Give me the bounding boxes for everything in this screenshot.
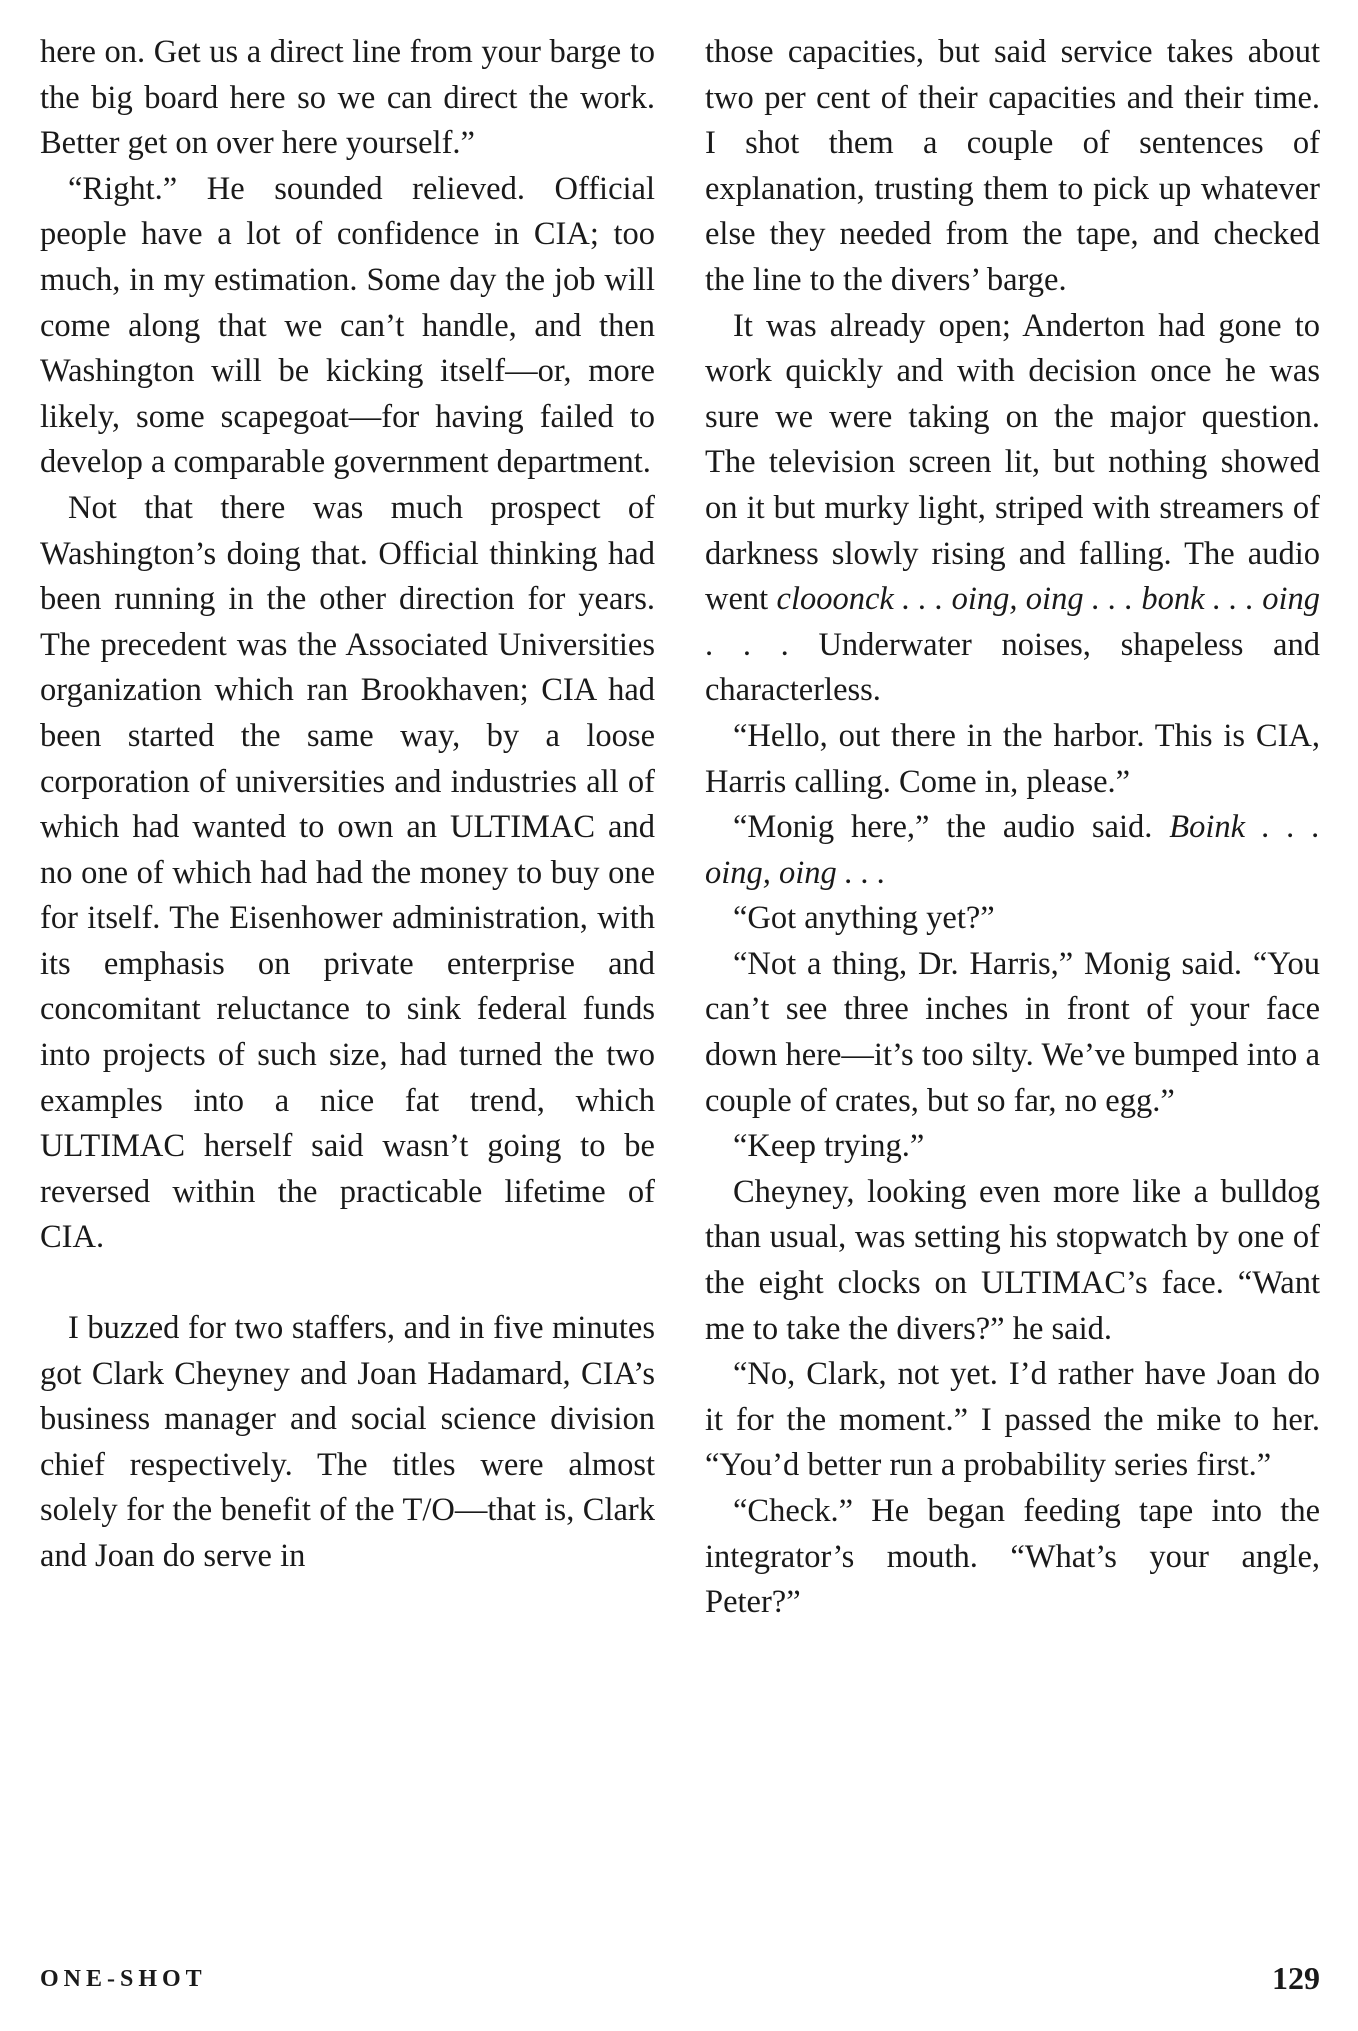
paragraph: “No, Clark, not yet. I’d rather have Joan do it for the moment.” I passed the mike to her. “You’d better run a probability series first.” — [705, 1356, 1320, 1484]
paragraph: “Not a thing, Dr. Harris,” Monig said. “You can’t see three inches in front of your face down here—it’s too silty. We’ve bumped into a couple of crates, but so far, no egg.” — [705, 945, 1320, 1119]
paragraph: “Check.” He began feeding tape into the integrator’s mouth. “What’s your angle, Peter?” — [705, 1493, 1320, 1621]
page-footer — [40, 1960, 1320, 2006]
paragraph: “Got anything yet?” — [733, 900, 995, 937]
paragraph: Not that there was much prospect of Washington’s doing that. Official thinking had been running in the other direction for years. The precedent was the Associated Universities organization which ran Brookhaven; CIA had been started the same way, by a loose corporation of universities and industries all of which had wanted to own an ULTIMAC and no one of which had had the money to buy one for itself. The Eisenhower administration, with its emphasis on private enterprise and concomitant reluctance to sink federal funds into projects of such size, had turned the two examples into a nice fat trend, which ULTIMAC herself said wasn’t going to be reversed within the practicable lifetime of CIA. — [40, 489, 655, 1256]
paragraph: “Keep trying.” — [733, 1128, 925, 1165]
paragraph: I buzzed for two staffers, and in five minutes got Clark Cheyney and Joan Hadamard, CIA’s business manager and social science division chief respectively. The titles were almost solely for the benefit of the T/O—that is, Clark and Joan do serve in — [40, 1310, 655, 1574]
sound-effect-text: clooonck . . . oing, oing . . . bonk . . . oing — [776, 581, 1320, 618]
paragraph-text: It was already open; Anderton had gone to work quickly and with decision once he was sure we were taking on the major question. The television screen lit, but nothing showed on it but murky light, striped with streamers of darkness slowly rising and falling. The audio went — [705, 307, 1320, 618]
running-title: ONE-SHOT — [40, 1966, 207, 1992]
right-column — [705, 30, 1320, 1626]
paragraph: “Hello, out there in the harbor. This is CIA, Harris calling. Come in, please.” — [705, 717, 1320, 800]
paragraph — [705, 304, 1320, 714]
paragraph — [705, 805, 1320, 896]
sound-effect-text: Boink . . . oing, oing . . . — [705, 809, 1320, 891]
paragraph: “Right.” He sounded relieved. Official people have a lot of confidence in CIA; too much, in my estimation. Some day the job will come along that we can’t handle, and then Washington will be kicking itself—or, more likely, some scapegoat—for having failed to develop a comparable government department. — [40, 170, 655, 481]
paragraph-text: . . . Underwater noises, shapeless and characterless. — [705, 626, 1320, 709]
paragraph: those capacities, but said service takes about two per cent of their capacities and their time. I shot them a couple of sentences of explanation, trusting them to pick up whatever else they needed from the tape, and checked the line to the divers’ barge. — [705, 34, 1320, 298]
paragraph: Cheyney, looking even more like a bulldog than usual, was setting his stopwatch by one of the eight clocks on ULTIMAC’s face. “Want me to take the divers?” he said. — [705, 1173, 1320, 1347]
paragraph: here on. Get us a direct line from your barge to the big board here so we can direct the work. Better get on over here yourself.” — [40, 34, 655, 162]
left-column — [40, 30, 655, 1580]
page-number: 129 — [1272, 1960, 1320, 1996]
paragraph-text: “Monig here,” the audio said. — [733, 809, 1153, 846]
